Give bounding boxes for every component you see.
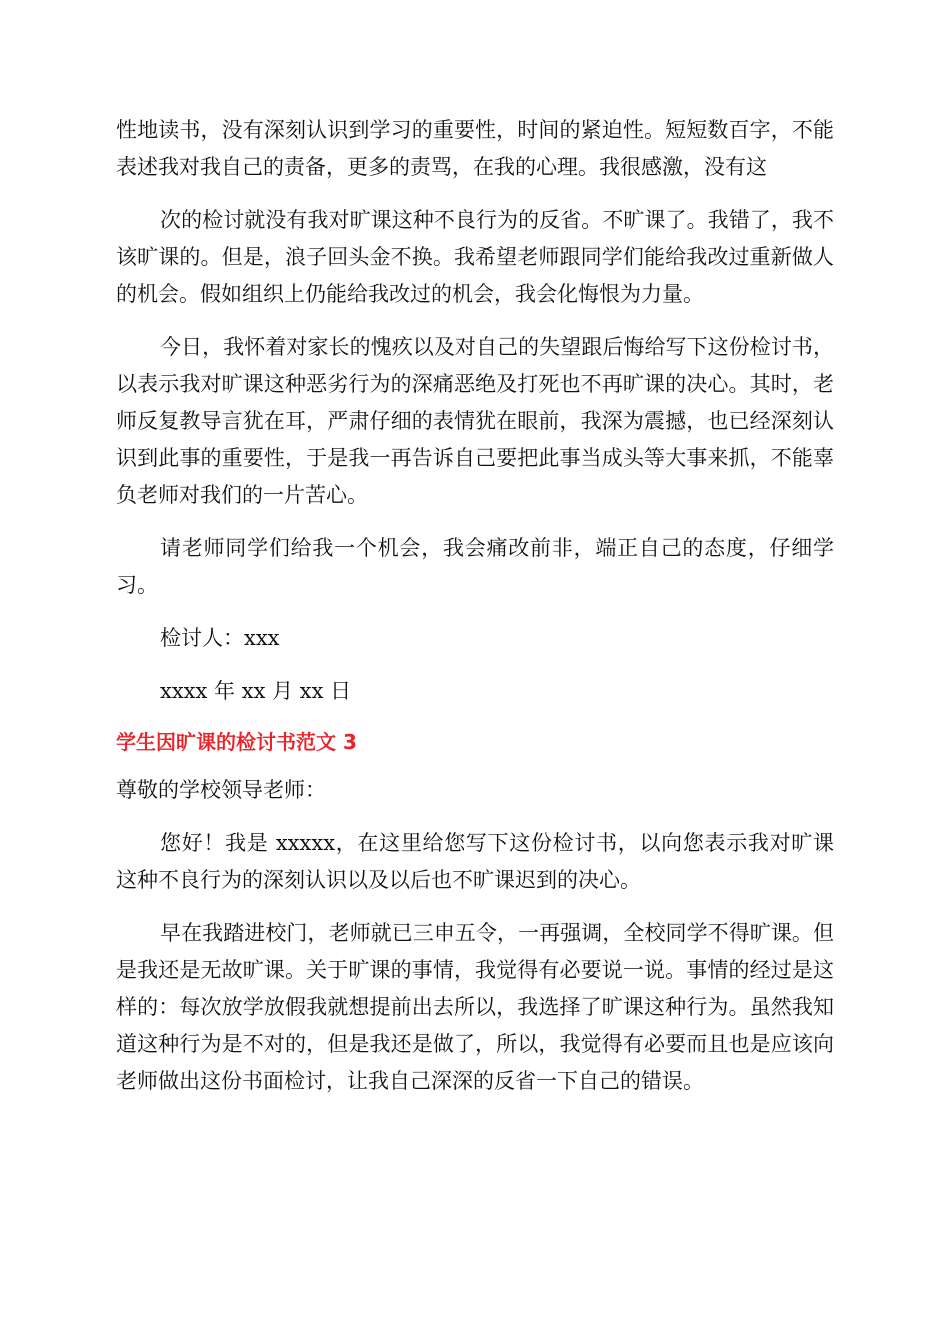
paragraph-reflection: 次的检讨就没有我对旷课这种不良行为的反省。不旷课了。我错了，我不该旷课的。但是，浪子回头金不换。我希望老师跟同学们能给我改过重新做人的机会。假如组织上仍能给我改过的机会，我会化悔恨为力量。 <box>116 208 834 306</box>
signer-line: 检讨人：xxx <box>160 626 280 650</box>
paragraph-continuation: 性地读书，没有深刻认识到学习的重要性，时间的紧迫性。短短数百字，不能表述我对我自己的责备，更多的责骂，在我的心理。我很感激，没有这 <box>116 118 834 179</box>
paragraph-today: 今日，我怀着对家长的愧疚以及对自己的失望跟后悔给写下这份检讨书，以表示我对旷课这种恶劣行为的深痛恶绝及打死也不再旷课的决心。其时，老师反复教导言犹在耳，严肃仔细的表情犹在眼前，我深为震撼，也已经深刻认识到此事的重要性，于是我一再告诉自己要把此事当成头等大事来抓，不能辜负老师对我们的一片苦心。 <box>116 335 834 507</box>
paragraph-background: 早在我踏进校门，老师就已三申五令，一再强调，全校同学不得旷课。但是我还是无故旷课。关于旷课的事情，我觉得有必要说一说。事情的经过是这样的：每次放学放假我就想提前出去所以，我选择了旷课这种行为。虽然我知道这种行为是不对的，但是我还是做了，所以，我觉得有必要而且也是应该向老师做出这份书面检讨，让我自己深深的反省一下自己的错误。 <box>116 921 834 1093</box>
paragraph-request: 请老师同学们给我一个机会，我会痛改前非，端正自己的态度，仔细学习。 <box>116 536 834 597</box>
section-heading: 学生因旷课的检讨书范文 3 <box>116 730 357 754</box>
date-line: xxxx 年 xx 月 xx 日 <box>160 679 352 703</box>
paragraph-greeting: 您好！我是 xxxxx，在这里给您写下这份检讨书，以向您表示我对旷课这种不良行为的深刻认识以及以后也不旷课迟到的决心。 <box>116 831 834 892</box>
salutation-line: 尊敬的学校领导老师： <box>116 778 326 802</box>
